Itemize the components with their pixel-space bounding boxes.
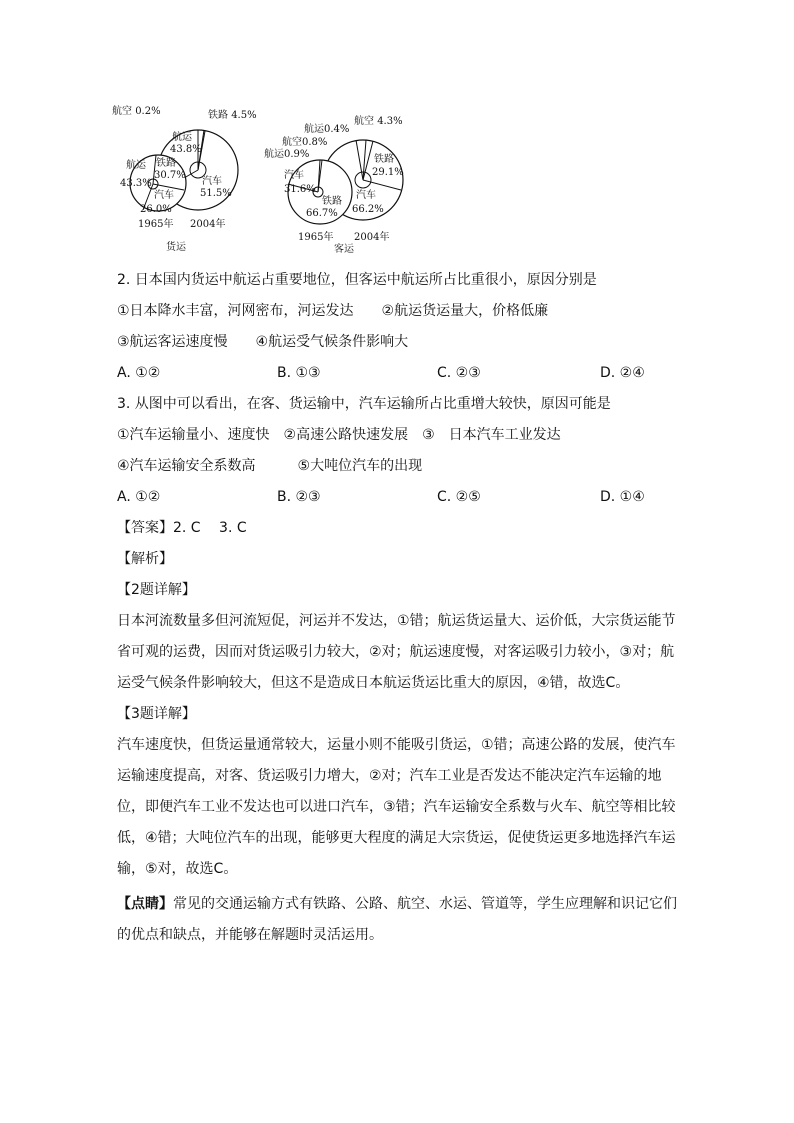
svg-text:66.7%: 66.7%: [306, 208, 338, 219]
q3-detail-text: 汽车速度快，但货运量通常较大，运量小则不能吸引货运，①错；高速公路的发展，使汽车运输速度提高，对客、货运吸引力增大，②对；汽车工业是否发达不能决定汽车运输的地位，即便汽车工业不发达也可以进口汽车，③错；汽车运输安全系数与火车、航空等相比较低，④错；大吨位汽车的出现，能够更大程度的满足大宗货运，促使货运更多地选择汽车运输，⑤对，故选C。: [117, 737, 676, 877]
q3-stem: 3. 从图中可以看出，在客、货运输中，汽车运输所占比重增大较快，原因可能是: [117, 396, 611, 412]
svg-text:航运: 航运: [126, 160, 146, 171]
svg-text:66.2%: 66.2%: [352, 204, 384, 215]
svg-text:铁路: 铁路: [156, 158, 176, 169]
svg-text:汽车: 汽车: [154, 190, 174, 201]
q3-choice-line-2: ④汽车运输安全系数高 ⑤大吨位汽车的出现: [117, 458, 423, 474]
q2-option-a[interactable]: A. ①②: [117, 365, 161, 381]
q3-option-b[interactable]: B. ②③: [277, 489, 321, 505]
svg-text:航运: 航运: [172, 132, 192, 143]
svg-text:31.6%: 31.6%: [284, 184, 316, 195]
svg-text:航空 0.2%: 航空 0.2%: [112, 106, 161, 117]
svg-text:铁路 4.5%: 铁路 4.5%: [208, 110, 257, 121]
svg-text:货运: 货运: [166, 242, 186, 253]
svg-text:2004年: 2004年: [190, 219, 226, 230]
svg-text:汽车: 汽车: [202, 176, 222, 187]
svg-text:51.5%: 51.5%: [200, 188, 232, 199]
pie-charts-svg: [108, 100, 428, 260]
svg-text:铁路: 铁路: [374, 154, 394, 165]
q2-option-b[interactable]: B. ①③: [277, 365, 321, 381]
svg-text:铁路: 铁路: [322, 196, 342, 207]
svg-text:客运: 客运: [334, 244, 354, 255]
svg-text:汽车: 汽车: [284, 170, 304, 181]
svg-text:26.0%: 26.0%: [140, 204, 172, 215]
q2-option-c[interactable]: C. ②③: [437, 365, 481, 381]
q3-option-c[interactable]: C. ②⑤: [437, 489, 481, 505]
svg-text:航运0.4%: 航运0.4%: [304, 124, 350, 135]
svg-text:1965年: 1965年: [298, 232, 334, 243]
svg-text:43.3%: 43.3%: [120, 178, 152, 189]
svg-text:2004年: 2004年: [354, 232, 390, 243]
svg-text:航空 4.3%: 航空 4.3%: [354, 116, 403, 127]
point-block: [117, 889, 687, 951]
q3-option-d[interactable]: D. ①④: [600, 489, 645, 505]
q3-detail-heading: 【3题详解】: [117, 706, 196, 722]
q2-choice-line-2: ③航运客运速度慢 ④航运受气候条件影响大: [117, 334, 409, 350]
svg-text:航运0.9%: 航运0.9%: [264, 149, 310, 160]
transport-pie-figure: [108, 100, 428, 260]
q2-detail-text: 日本河流数量多但河流短促，河运并不发达，①错；航运货运量大、运价低，大宗货运能节省可观的运费，因而对货运吸引力较大，②对；航运速度慢，对客运吸引力较小，③对；航运受气候条件影响较大，但这不是造成日本航运货运比重大的原因，④错，故选C。: [117, 613, 676, 691]
svg-text:汽车: 汽车: [356, 190, 376, 201]
analysis-heading: 【解析】: [117, 551, 173, 567]
q3-option-a[interactable]: A. ①②: [117, 489, 161, 505]
point-heading: 【点睛】: [117, 896, 173, 912]
svg-text:30.7%: 30.7%: [154, 170, 186, 181]
q2-option-d[interactable]: D. ②④: [600, 365, 645, 381]
q2-stem: 2. 日本国内货运中航运占重要地位，但客运中航运所占比重很小，原因分别是: [117, 272, 597, 288]
answer: 【答案】2. C 3. C: [117, 520, 247, 536]
svg-text:29.1%: 29.1%: [372, 167, 404, 178]
q2-choice-line-1: ①日本降水丰富，河网密布，河运发达 ②航运货运量大，价格低廉: [117, 303, 549, 319]
svg-text:1965年: 1965年: [138, 219, 174, 230]
q3-choice-line-1: ①汽车运输量小、速度快 ②高速公路快速发展 ③ 日本汽车工业发达: [117, 427, 561, 443]
q2-detail-heading: 【2题详解】: [117, 582, 196, 598]
svg-text:航空0.8%: 航空0.8%: [282, 137, 328, 148]
point-text: 常见的交通运输方式有铁路、公路、航空、水运、管道等，学生应理解和识记它们的优点和缺点，并能够在解题时灵活运用。: [117, 896, 677, 943]
svg-text:43.8%: 43.8%: [170, 144, 202, 155]
